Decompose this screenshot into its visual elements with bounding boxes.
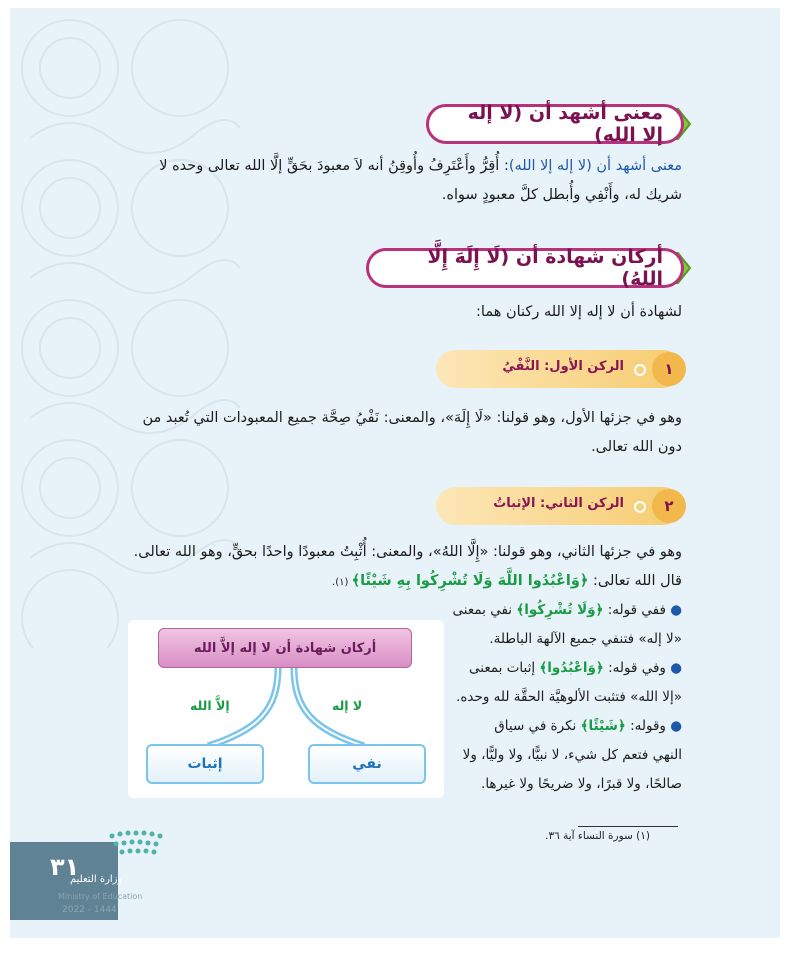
section-heading-pillars: أركان شهادة أن (لَا إِلَهَ إِلَّا اللهُ) xyxy=(366,248,684,288)
footnote-divider xyxy=(578,826,678,827)
diagram-box-negation: نفي xyxy=(308,744,426,784)
diagram-label-affirm: إلاَّ الله xyxy=(190,698,230,713)
pillar-one-line2: دون الله تعالى. xyxy=(591,439,682,455)
term-highlight: معنى أشهد أن (لا إله إلا الله) xyxy=(508,158,682,174)
pillar-dot-icon xyxy=(634,501,646,513)
pillar-number: ٢ xyxy=(652,489,686,523)
edition-year: 2022 - 1444 xyxy=(62,905,117,915)
meaning-paragraph xyxy=(102,152,682,210)
verse-reference: (١). xyxy=(332,577,352,588)
diagram-title-box: أركان شهادة أن لا إله إلاَّ الله xyxy=(158,628,412,668)
pillar-label: الركن الأول: النَّفْيُ xyxy=(502,359,624,374)
pillar-dot-icon xyxy=(634,364,646,376)
pillar-one-text xyxy=(82,404,682,462)
diagram-label-negate: لا إله xyxy=(332,698,363,713)
pillars-intro: لشهادة أن لا إله إلا الله ركنان هما: xyxy=(476,304,682,320)
meaning-text: : أُقِرُّ وأَعْتَرِفُ وأُوقِنُ أنه لاَ معبودَ بحَقٍّ إلَّا الله تعالى وحده لا xyxy=(159,158,509,174)
pillars-diagram xyxy=(128,620,444,798)
pillar-number: ١ xyxy=(652,352,686,386)
pillar-one-line1: وهو في جزئها الأول، وهو قولنا: «لَا إِلَهَ»، والمعنى: نَفْيُ صِحَّة جميع المعبودات التي تُعبد من xyxy=(142,410,682,426)
bullet-item: ● وفي قوله: ﴿وَاعْبُدُوا﴾ إثبات بمعنى «إلا الله» فتثبت الألوهيَّة الحقَّة لله وحده. xyxy=(456,660,682,705)
ministry-logo-icon xyxy=(102,826,172,866)
pillar-two-line1: وهو في جزئها الثاني، وهو قولنا: «إِلَّا اللهُ»، والمعنى: أُثْبِتُ معبودًا واحدًا بحقٍّ، وهو الله تعالى. xyxy=(133,544,682,560)
textbook-page xyxy=(10,8,780,938)
footnote-text: (١) سورة النساء آية ٣٦. xyxy=(545,830,650,842)
bullet-item: ● ففي قوله: ﴿وَلَا تُشْرِكُوا﴾ نفي بمعنى «لا إله» فتنفي جميع الآلهة الباطلة. xyxy=(452,602,682,647)
quran-verse: ﴿وَاعْبُدُوا اللَّهَ وَلَا تُشْرِكُوا بِهِ شَيْئًا﴾ xyxy=(351,573,589,589)
pillar-label: الركن الثاني: الإثباتُ xyxy=(493,496,624,511)
pillar-two-text xyxy=(42,538,682,597)
page-number: ٣١ xyxy=(50,853,80,881)
ministry-name-en: Ministry of Education xyxy=(58,892,143,901)
meaning-text-line2: شريك له، وأَنْفِي وأُبطل كلَّ معبودٍ سواه. xyxy=(441,187,682,203)
pillar-two-badge xyxy=(436,487,682,525)
bullet-item: ● وقوله: ﴿شَيْئًا﴾ نكرة في سياق النهي فتعم كل شيء، لا نبيًّا، ولا وليًّا، ولا صالحًا، ولا قبرًا، ولا ضريحًا ولا غيرها. xyxy=(462,718,682,792)
diagram-box-affirmation: إثبات xyxy=(146,744,264,784)
ministry-name-ar: وزارة التعليم xyxy=(70,874,123,885)
section-heading-meaning: معنى أشهد أن (لا إله إلا الله) xyxy=(426,104,684,144)
pillar-two-prefix: قال الله تعالى: xyxy=(588,573,682,589)
pillar-one-badge xyxy=(436,350,682,388)
